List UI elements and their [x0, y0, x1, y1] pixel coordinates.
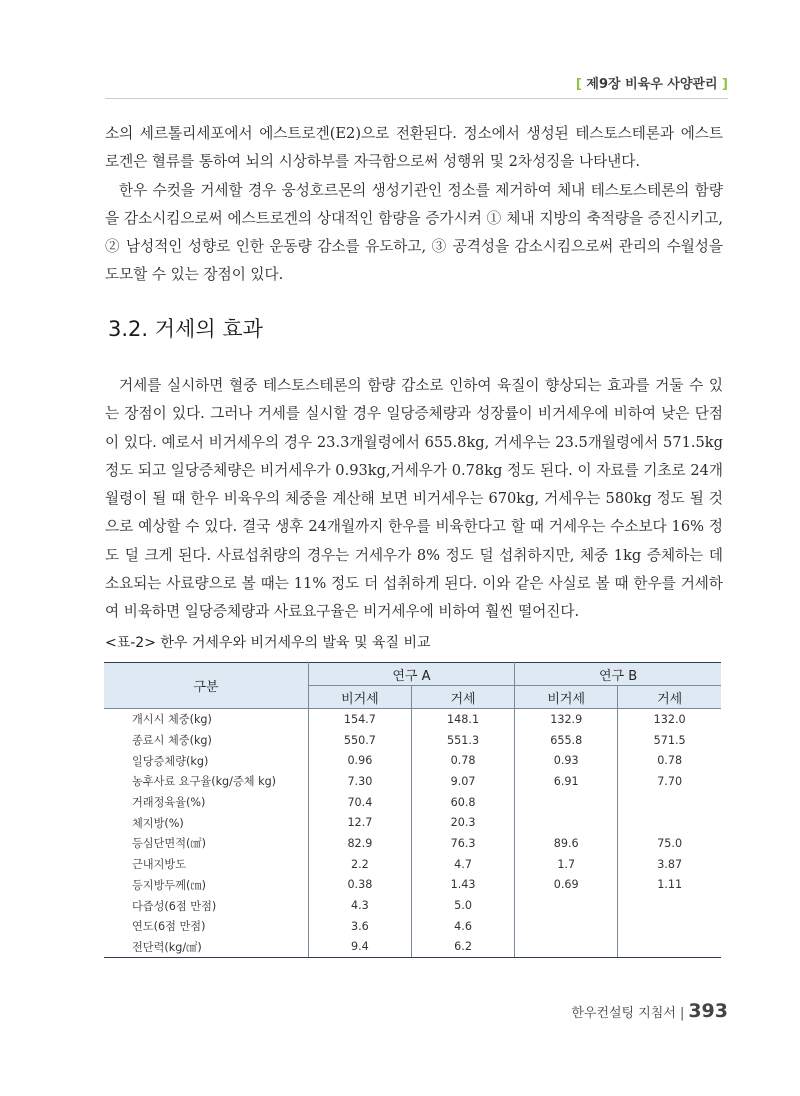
table-row [104, 750, 721, 771]
table-body [104, 709, 721, 958]
value-a-noncastrated: 154.7 [308, 709, 411, 730]
value-b-castrated: 7.70 [618, 771, 721, 792]
intro-paragraphs [105, 120, 723, 290]
value-a-castrated: 6.2 [411, 937, 514, 958]
row-label: 농후사료 요구율(kg/증체 kg) [132, 775, 277, 789]
table-row [104, 895, 721, 916]
value-a-noncastrated: 12.7 [308, 812, 411, 833]
running-header [576, 73, 728, 92]
value-b-noncastrated: 6.91 [515, 771, 618, 792]
table-row [104, 937, 721, 958]
table-row [104, 854, 721, 875]
value-a-noncastrated: 70.4 [308, 792, 411, 813]
value-b-noncastrated: 89.6 [515, 833, 618, 854]
book-title: 한우컨설팅 지침서 [571, 1006, 676, 1021]
row-label: 다즙성(6점 만점) [132, 899, 217, 913]
table-row [104, 833, 721, 854]
paragraph-continued: 소의 세르톨리세포에서 에스트로겐(E2)으로 전환된다. 정소에서 생성된 테스토스테론과 에스트로겐은 혈류를 통하여 뇌의 시상하부를 자극함으로써 성행위 및 2차성징을 나타낸다. [105, 125, 723, 171]
row-label: 전단력(kg/㎠) [104, 937, 308, 958]
value-a-castrated: 9.07 [411, 771, 514, 792]
row-label: 개시시 체중(kg) [132, 713, 212, 727]
table-row [104, 792, 721, 813]
header-b-castrated: 거세 [618, 686, 721, 709]
page-number: 393 [688, 1000, 728, 1022]
value-a-noncastrated: 82.9 [308, 833, 411, 854]
value-b-noncastrated [515, 812, 618, 833]
value-b-noncastrated: 132.9 [515, 709, 618, 730]
table-row [104, 916, 721, 937]
value-b-noncastrated: 655.8 [515, 730, 618, 751]
value-a-castrated: 20.3 [411, 812, 514, 833]
value-b-noncastrated: 1.7 [515, 854, 618, 875]
table-row [104, 875, 721, 896]
value-b-castrated: 571.5 [618, 730, 721, 751]
value-a-noncastrated: 550.7 [308, 730, 411, 751]
value-b-noncastrated: 0.69 [515, 875, 618, 896]
paragraph-castration-effects: 거세를 실시하면 혈중 테스토스테론의 함량 감소로 인하여 육질이 향상되는 효과를 거둘 수 있는 장점이 있다. 그러나 거세를 실시할 경우 일당증체량과 성장률이 비거세우에 비하여 낮은 단점이 있다. 예로서 비거세우의 경우 23.3개월령에서 655.8kg, 거세우는 23.5개월령에서 571.5kg 정도 되고 일당증체량은 비거세우가 0.93kg,거세우가 0.78kg 정도 된다. 이 자료를 기초로 24개월령이 될 때 한우 비육우의 체중을 계산해 보면 비거세우는 670kg, 거세우는 580kg 정도 될 것으로 예상할 수 있다. 결국 생후 24개월까지 한우를 비육한다고 할 때 거세우는 수소보다 16% 정도 덜 크게 된다. 사료섭취량의 경우는 거세우가 8% 정도 덜 섭취하지만, 체중 1kg 증체하는 데 소요되는 사료량으로 볼 때는 11% 정도 더 섭취하게 된다. 이와 같은 사실로 볼 때 한우를 거세하여 비육하면 일당증체량과 사료요구율은 비거세우에 비하여 훨씬 떨어진다. [105, 377, 723, 621]
value-a-castrated: 4.6 [411, 916, 514, 937]
value-b-castrated [618, 812, 721, 833]
section-title: 3.2. 거세의 효과 [108, 317, 263, 341]
value-a-castrated: 60.8 [411, 792, 514, 813]
header-study-b: 연구 B [515, 663, 721, 686]
header-a-castrated: 거세 [411, 686, 514, 709]
header-divider [105, 98, 728, 99]
value-b-castrated: 75.0 [618, 833, 721, 854]
comparison-table [104, 662, 721, 958]
value-a-castrated: 0.78 [411, 750, 514, 771]
value-b-castrated [618, 895, 721, 916]
value-b-castrated [618, 792, 721, 813]
table-caption: <표-2> 한우 거세우와 비거세우의 발육 및 육질 비교 [105, 635, 431, 651]
value-b-castrated: 1.11 [618, 875, 721, 896]
value-a-castrated: 76.3 [411, 833, 514, 854]
row-label: 일당증체량(kg) [132, 754, 209, 768]
row-label: 연도(6점 만점) [132, 920, 206, 934]
value-a-castrated: 551.3 [411, 730, 514, 751]
header-bracket-close: ] [722, 77, 728, 92]
effects-paragraph [105, 372, 723, 627]
value-b-noncastrated [515, 792, 618, 813]
value-b-castrated [618, 937, 721, 958]
value-b-noncastrated [515, 916, 618, 937]
header-bracket-open: [ [575, 77, 582, 92]
row-label: 근내지방도 [132, 858, 187, 872]
paragraph-castration-benefits: 한우 수컷을 거세할 경우 웅성호르몬의 생성기관인 정소를 제거하여 체내 테스토스테론의 함량을 감소시킴으로써 에스트로겐의 상대적인 함량을 증가시켜 ① 체내 지방의 축적량을 증진시키고, ② 남성적인 성향로 인한 운동량 감소를 유도하고, ③ 공격성을 감소시킴으로써 관리의 수월성을 도모할 수 있는 장점이 있다. [105, 181, 723, 284]
value-b-noncastrated: 0.93 [515, 750, 618, 771]
row-label: 거래정육율(%) [132, 796, 206, 810]
value-a-castrated: 4.7 [411, 854, 514, 875]
value-b-castrated: 0.78 [618, 750, 721, 771]
table-row [104, 812, 721, 833]
row-label: 등심단면적(㎠) [132, 837, 206, 851]
header-study-a: 연구 A [308, 663, 514, 686]
value-b-castrated: 132.0 [618, 709, 721, 730]
value-a-noncastrated: 3.6 [308, 916, 411, 937]
value-a-castrated: 1.43 [411, 875, 514, 896]
chapter-title: 제9장 비육우 사양관리 [586, 77, 718, 92]
value-a-castrated: 5.0 [411, 895, 514, 916]
value-b-castrated [618, 916, 721, 937]
table-row [104, 771, 721, 792]
value-a-noncastrated: 2.2 [308, 854, 411, 875]
row-label: 종료시 체중(kg) [132, 734, 212, 748]
value-a-castrated: 148.1 [411, 709, 514, 730]
table-row [104, 730, 721, 751]
value-b-castrated: 3.87 [618, 854, 721, 875]
value-a-noncastrated: 0.96 [308, 750, 411, 771]
footer-separator: | [679, 1006, 685, 1021]
header-category: 구분 [104, 663, 308, 709]
value-a-noncastrated: 7.30 [308, 771, 411, 792]
value-a-noncastrated: 4.3 [308, 895, 411, 916]
table-row [104, 709, 721, 730]
value-a-noncastrated: 0.38 [308, 875, 411, 896]
value-b-noncastrated [515, 895, 618, 916]
page-footer [571, 1000, 728, 1022]
row-label: 체지방(%) [132, 816, 184, 830]
row-label: 등지방두께(㎝) [132, 878, 206, 892]
header-b-noncastrated: 비거세 [515, 686, 618, 709]
header-a-noncastrated: 비거세 [308, 686, 411, 709]
value-a-noncastrated: 9.4 [308, 937, 411, 958]
value-b-noncastrated [515, 937, 618, 958]
